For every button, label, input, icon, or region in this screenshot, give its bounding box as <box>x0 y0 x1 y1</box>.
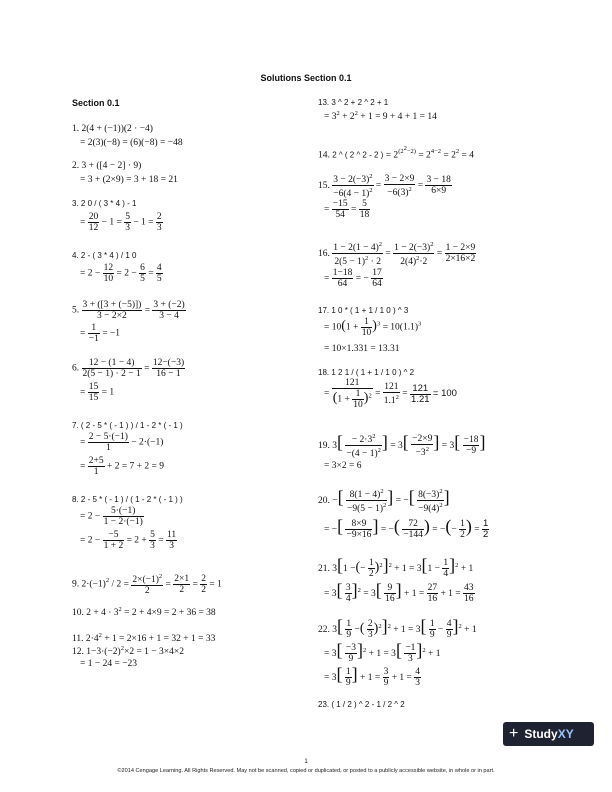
problem-17-step-1: = 10(1 + $\frac{1}{10}$ )$^3 = 10(1.1)^3$ <box>324 317 422 338</box>
problem-expression: 2 0 / ( 3 * 4 ) - 1 <box>80 199 137 208</box>
page-title: Solutions Section 0.1 <box>260 73 352 83</box>
problem-expression: 2 - 5 * ( - 1 ) / ( 1 - 2 * ( - 1 ) ) <box>80 495 183 504</box>
problem-number: 19. <box>318 441 330 451</box>
problem-11: 11. $2\cdot 4^2 + 1 = 2\times 16 + 1 = 32 + 1 = 33$ <box>72 632 216 645</box>
problem-number: 2. <box>72 161 80 171</box>
problem-5-step: = $\frac{1}{-1}$ = −1 <box>80 323 121 344</box>
problem-13-step: = $3^2 + 2^2 + 1 = 9 + 4 + 1 = 14$ <box>324 110 437 123</box>
problem-10: 10. $2 + 4 \cdot 3^2 = 2 + 4\times 9 = 2 + 36 = 38$ <box>72 606 216 619</box>
problem-16: 16. $\frac{1 - 2(1 - 4)^2}{2(5 - 1)^2 \cdot 2}$ = $\frac{1 - 2(-3)^2}{2(4)^2\cdot 2}$ = $\frac{1 - 2\times 9}{2\times 16\times 2}$ <box>318 241 476 268</box>
problem-13 <box>318 98 388 107</box>
problem-6: 6. $\frac{12 - (1 - 4)}{2(5 - 1) \cdot 2 - 1}$ = $\frac{12-(-3)}{16 - 1}$ <box>72 358 185 379</box>
problem-22-step-1: = 3[ $\frac{-3}{9}$ ]$^2$ + 1 = 3[ $\frac{-1}{3}$ ]$^2$ + 1 <box>324 640 441 665</box>
problem-15: 15. $\frac{3 - 2(-3)^2}{-6(4 - 1)^2}$ = $\frac{3 - 2\times 9}{-6(3)^2}$ = $\frac{3 - 18}{6\times 9}$ <box>318 173 451 200</box>
problem-4 <box>72 251 136 260</box>
problem-expression: 3 ^ 2 + 2 ^ 2 + 1 <box>331 98 389 107</box>
problem-12-step: = 1 − 24 = −23 <box>80 659 138 669</box>
problem-12: 12. $1-3\cdot(-2)^2\times 2 = 1 - 3\times 4\times 2$ <box>72 645 185 658</box>
problem-number: 14. <box>318 150 330 161</box>
problem-8-step-1: = 2 − $\frac{5\cdot(-1)}{1 - 2\cdot(-1)}$ <box>80 506 143 527</box>
problem-5: 5. $\frac{3 + ([3 + (-5)])}{3 - 2\times 2}$ = $\frac{3 + (-2)}{3 - 4}$ <box>72 300 185 321</box>
problem-18 <box>318 368 414 377</box>
problem-21-step: = 3[ $\frac{3}{4}$ ]$^2$ = 3[ $\frac{9}{16}$ ] + 1 = $\frac{27}{16}$ + 1 = $\frac{43}{16}$ <box>324 580 474 605</box>
problem-2 <box>72 161 141 171</box>
problem-14: 14. 2 ^ ( 2 ^ 2 - 2 ) = $2^{(2^2-2)} = 2^{4-2} = 2^2 = 4$ <box>318 145 474 161</box>
problem-number: 3. <box>72 199 79 208</box>
problem-number: 18. <box>318 368 330 377</box>
problem-expression: 2(4 + (−1))(2 · −4) <box>81 124 153 134</box>
problem-9: 9. $2\cdot(-1)^2 / 2$ = $\frac{2\times(-1)^2}{2}$ = $\frac{2\times 1}{2}$ = $\frac{2}{2}$ = 1 <box>72 573 222 597</box>
problem-8-step-2: = 2 − $\frac{-5}{1 + 2}$ = 2 + $\frac{5}{3}$ = $\frac{11}{3}$ <box>80 530 177 551</box>
problem-number: 12. <box>72 647 84 658</box>
problem-7 <box>72 421 183 430</box>
problem-8 <box>72 495 183 504</box>
problem-18-step: = 121 (1 + $\frac{1}{10}$ )$^2$ = $\frac{121}{1.1^2}$ = $\frac{121}{1.21}$ = 100 <box>324 378 457 410</box>
problem-4-step: = 2 − $\frac{12}{10}$ = 2 − $\frac{6}{5}$ = $\frac{4}{5}$ <box>80 263 162 284</box>
plus-icon: + <box>509 725 519 742</box>
problem-20-step: = −[ $\frac{8\times 9}{-9\times 16}$ ] = −( $\frac{72}{-144}$ ) = −(− $\frac{1}{2}$ ) = $\frac{1}{2}$ <box>324 516 489 541</box>
problem-1-step: = 2(3)(−8) = (6)(−8) = −48 <box>80 138 183 148</box>
problem-19: 19. 3[ $\frac{- 2\cdot 3^2}{-(4 - 1)^2}$ ] = 3[ $\frac{-2\times 9}{-3^2}$ ] = 3[ $\frac{-18}{-9}$ ] <box>318 432 486 460</box>
problem-21: 21. 3[1 −(− $\frac{1}{2}$ )$^2$]$^2$ + 1 = 3[1 − $\frac{1}{4}$ ]$^2$ + 1 <box>318 555 474 580</box>
problem-expression: 3 + ([4 − 2] · 9) <box>81 161 142 171</box>
problem-number: 17. <box>318 306 330 315</box>
problem-expression: ( 2 - 5 * ( - 1 ) ) / 1 - 2 * ( - 1 ) <box>80 421 183 430</box>
problem-expression: 1 0 * ( 1 + 1 / 1 0 ) ^ 3 <box>331 306 409 315</box>
problem-expression: ( 1 / 2 ) ^ 2 - 1 / 2 ^ 2 <box>331 700 405 709</box>
problem-expression: 1 2 1 / ( 1 + 1 / 1 0 ) ^ 2 <box>331 368 415 377</box>
problem-19-step: = 3×2 = 6 <box>324 461 362 471</box>
brand-suffix: XY <box>557 727 574 741</box>
page-number: 1 <box>304 759 308 765</box>
problem-expression: 2 - ( 3 * 4 ) / 1 0 <box>80 251 137 260</box>
studyxy-logo[interactable] <box>503 722 594 746</box>
problem-number: 20. <box>318 496 330 506</box>
problem-number: 7. <box>72 421 79 430</box>
problem-16-step: = $\frac{1-18}{64}$ = − $\frac{17}{64}$ <box>324 268 382 289</box>
problem-22: 22. 3[ $\frac{1}{9}$ −( $\frac{2}{3}$ )$^2$]$^2$ + 1 = 3[ $\frac{1}{9}$ − $\frac{4}{9}$ ]$^2$ + 1 <box>318 616 477 641</box>
problem-23 <box>318 700 405 709</box>
problem-7-step-1: = $\frac{2 - 5\cdot(-1)}{1}$ − 2·(−1) <box>80 432 164 453</box>
section-heading: Section 0.1 <box>72 98 120 108</box>
problem-number: 21. <box>318 564 330 574</box>
problem-6-step: = $\frac{15}{15}$ = 1 <box>80 382 115 403</box>
problem-number: 8. <box>72 495 79 504</box>
problem-number: 5. <box>72 305 80 316</box>
problem-number: 15. <box>318 180 330 191</box>
problem-17-step-2: = 10×1.331 = 13.31 <box>324 344 400 354</box>
problem-number: 23. <box>318 700 330 709</box>
problem-number: 4. <box>72 251 79 260</box>
problem-15-step: = $\frac{-15}{54}$ = $\frac{5}{18}$ <box>324 199 370 220</box>
problem-3 <box>72 199 136 208</box>
problem-17 <box>318 306 408 315</box>
brand-name: Study <box>524 727 558 741</box>
problem-number: 9. <box>72 579 80 590</box>
problem-number: 1. <box>72 124 80 134</box>
problem-number: 6. <box>72 363 80 374</box>
problem-number: 16. <box>318 248 330 259</box>
problem-20: 20. −[ $\frac{8(1 - 4)^2}{-9(5 - 1)^2}$ ] = −[ $\frac{8(-3)^2}{-9(4)^2}$ ] <box>318 487 450 515</box>
problem-number: 22. <box>318 625 330 635</box>
problem-number: 11. <box>72 634 84 645</box>
problem-1 <box>72 124 153 134</box>
problem-2-step: = 3 + (2×9) = 3 + 18 = 21 <box>80 175 178 185</box>
problem-22-step-2: = 3[ $\frac{1}{9}$ ] + 1 = $\frac{3}{9}$ + 1 = $\frac{4}{3}$ <box>324 664 421 689</box>
problem-number: 10. <box>72 608 84 619</box>
problem-7-step-2: = $\frac{2+5}{1}$ + 2 = 7 + 2 = 9 <box>80 456 165 477</box>
copyright-footer: ©2014 Cengage Learning. All Rights Reserved. May not be scanned, copied or duplicated, or posted to a publicly accessible website, in whole or in part. <box>117 768 495 774</box>
problem-3-step: = $\frac{20}{12}$ − 1 = $\frac{5}{3}$ − 1 = $\frac{2}{3}$ <box>80 212 162 233</box>
problem-number: 13. <box>318 98 330 107</box>
